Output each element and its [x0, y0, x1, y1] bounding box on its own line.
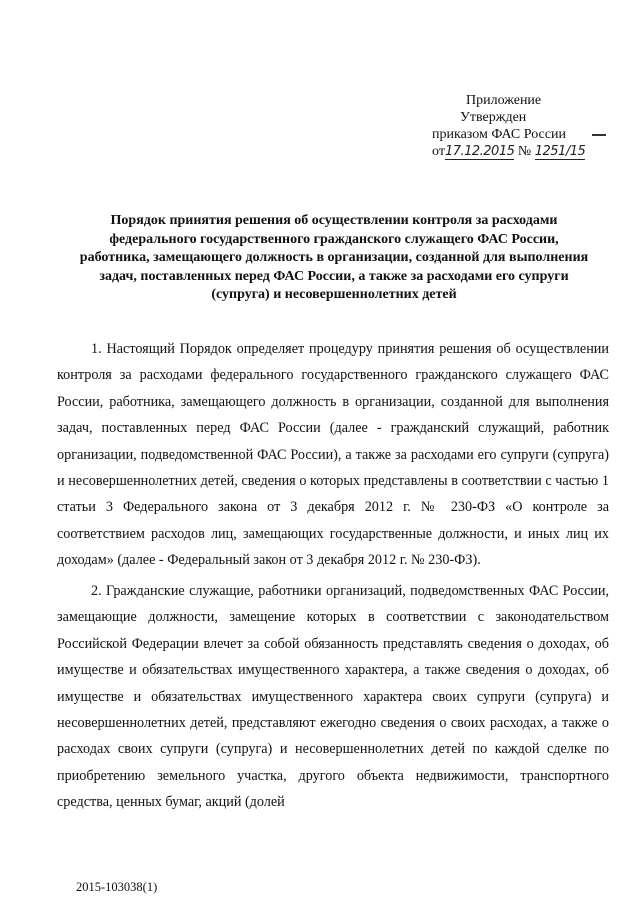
approval-appendix-label: Приложение: [466, 93, 542, 108]
approval-order-label: приказом ФАС России: [432, 127, 566, 142]
paragraph-2-container: [57, 578, 609, 816]
number-sign: №: [517, 144, 532, 159]
approval-date-number-line: [432, 143, 632, 160]
approval-block: [432, 92, 632, 160]
document-title: Порядок принятия решения об осуществлении контроля за расходами федерального государственного гражданского служащего ФАС России, работника, замещающего должность в организации, созданной для выполнения задач, поставленных перед ФАС России, а также за расходами его супруги (супруга) и несовершеннолетних детей: [79, 213, 589, 302]
document-code: 2015-103038(1): [76, 880, 158, 894]
handwritten-date: 17.12.2015: [444, 144, 515, 159]
paragraph-2: 2. Гражданские служащие, работники организаций, подведомственных ФАС России, замещающие должности, замещение которых в соответствии с законодательством Российской Федерации влечет за собой обязанность представлять сведения о доходах, об имуществе и обязательствах имущественного характера, а также сведения о доходах, об имуществе и обязательствах имущественного характера своих супруги (супруга) и несовершеннолетних детей, представляют ежегодно сведения о своих расходах, а также о расходах своих супруги (супруга) и несовершеннолетних детей по каждой сделке по приобретению земельного участка, другого объекта недвижимости, транспортного средства, ценных бумаг, акций (долей: [57, 583, 609, 811]
paragraph-1-container: [57, 336, 609, 574]
approval-date-prefix: от: [432, 144, 445, 159]
approval-approved-label: Утвержден: [460, 110, 527, 125]
handwritten-order-number: 1251/15: [534, 144, 586, 159]
pen-mark: [592, 134, 606, 136]
paragraph-1: 1. Настоящий Порядок определяет процедуру принятия решения об осуществлении контроля за расходами федерального государственного гражданского служащего ФАС России, работника, замещающего должность в организации, созданной для выполнения задач, поставленных перед ФАС России (далее - гражданский служащий, работник организации, подведомственной ФАС России), а также за расходами его супруги (супруга) и несовершеннолетних детей, сведения о которых представлены в соответствии с частью 1 статьи 3 Федерального закона от 3 декабря 2012 г. № 230-ФЗ «О контроле за соответствием расходов лиц, замещающих государственные должности, и иных лиц их доходам» (далее - Федеральный закон от 3 декабря 2012 г. № 230-ФЗ).: [57, 341, 609, 569]
